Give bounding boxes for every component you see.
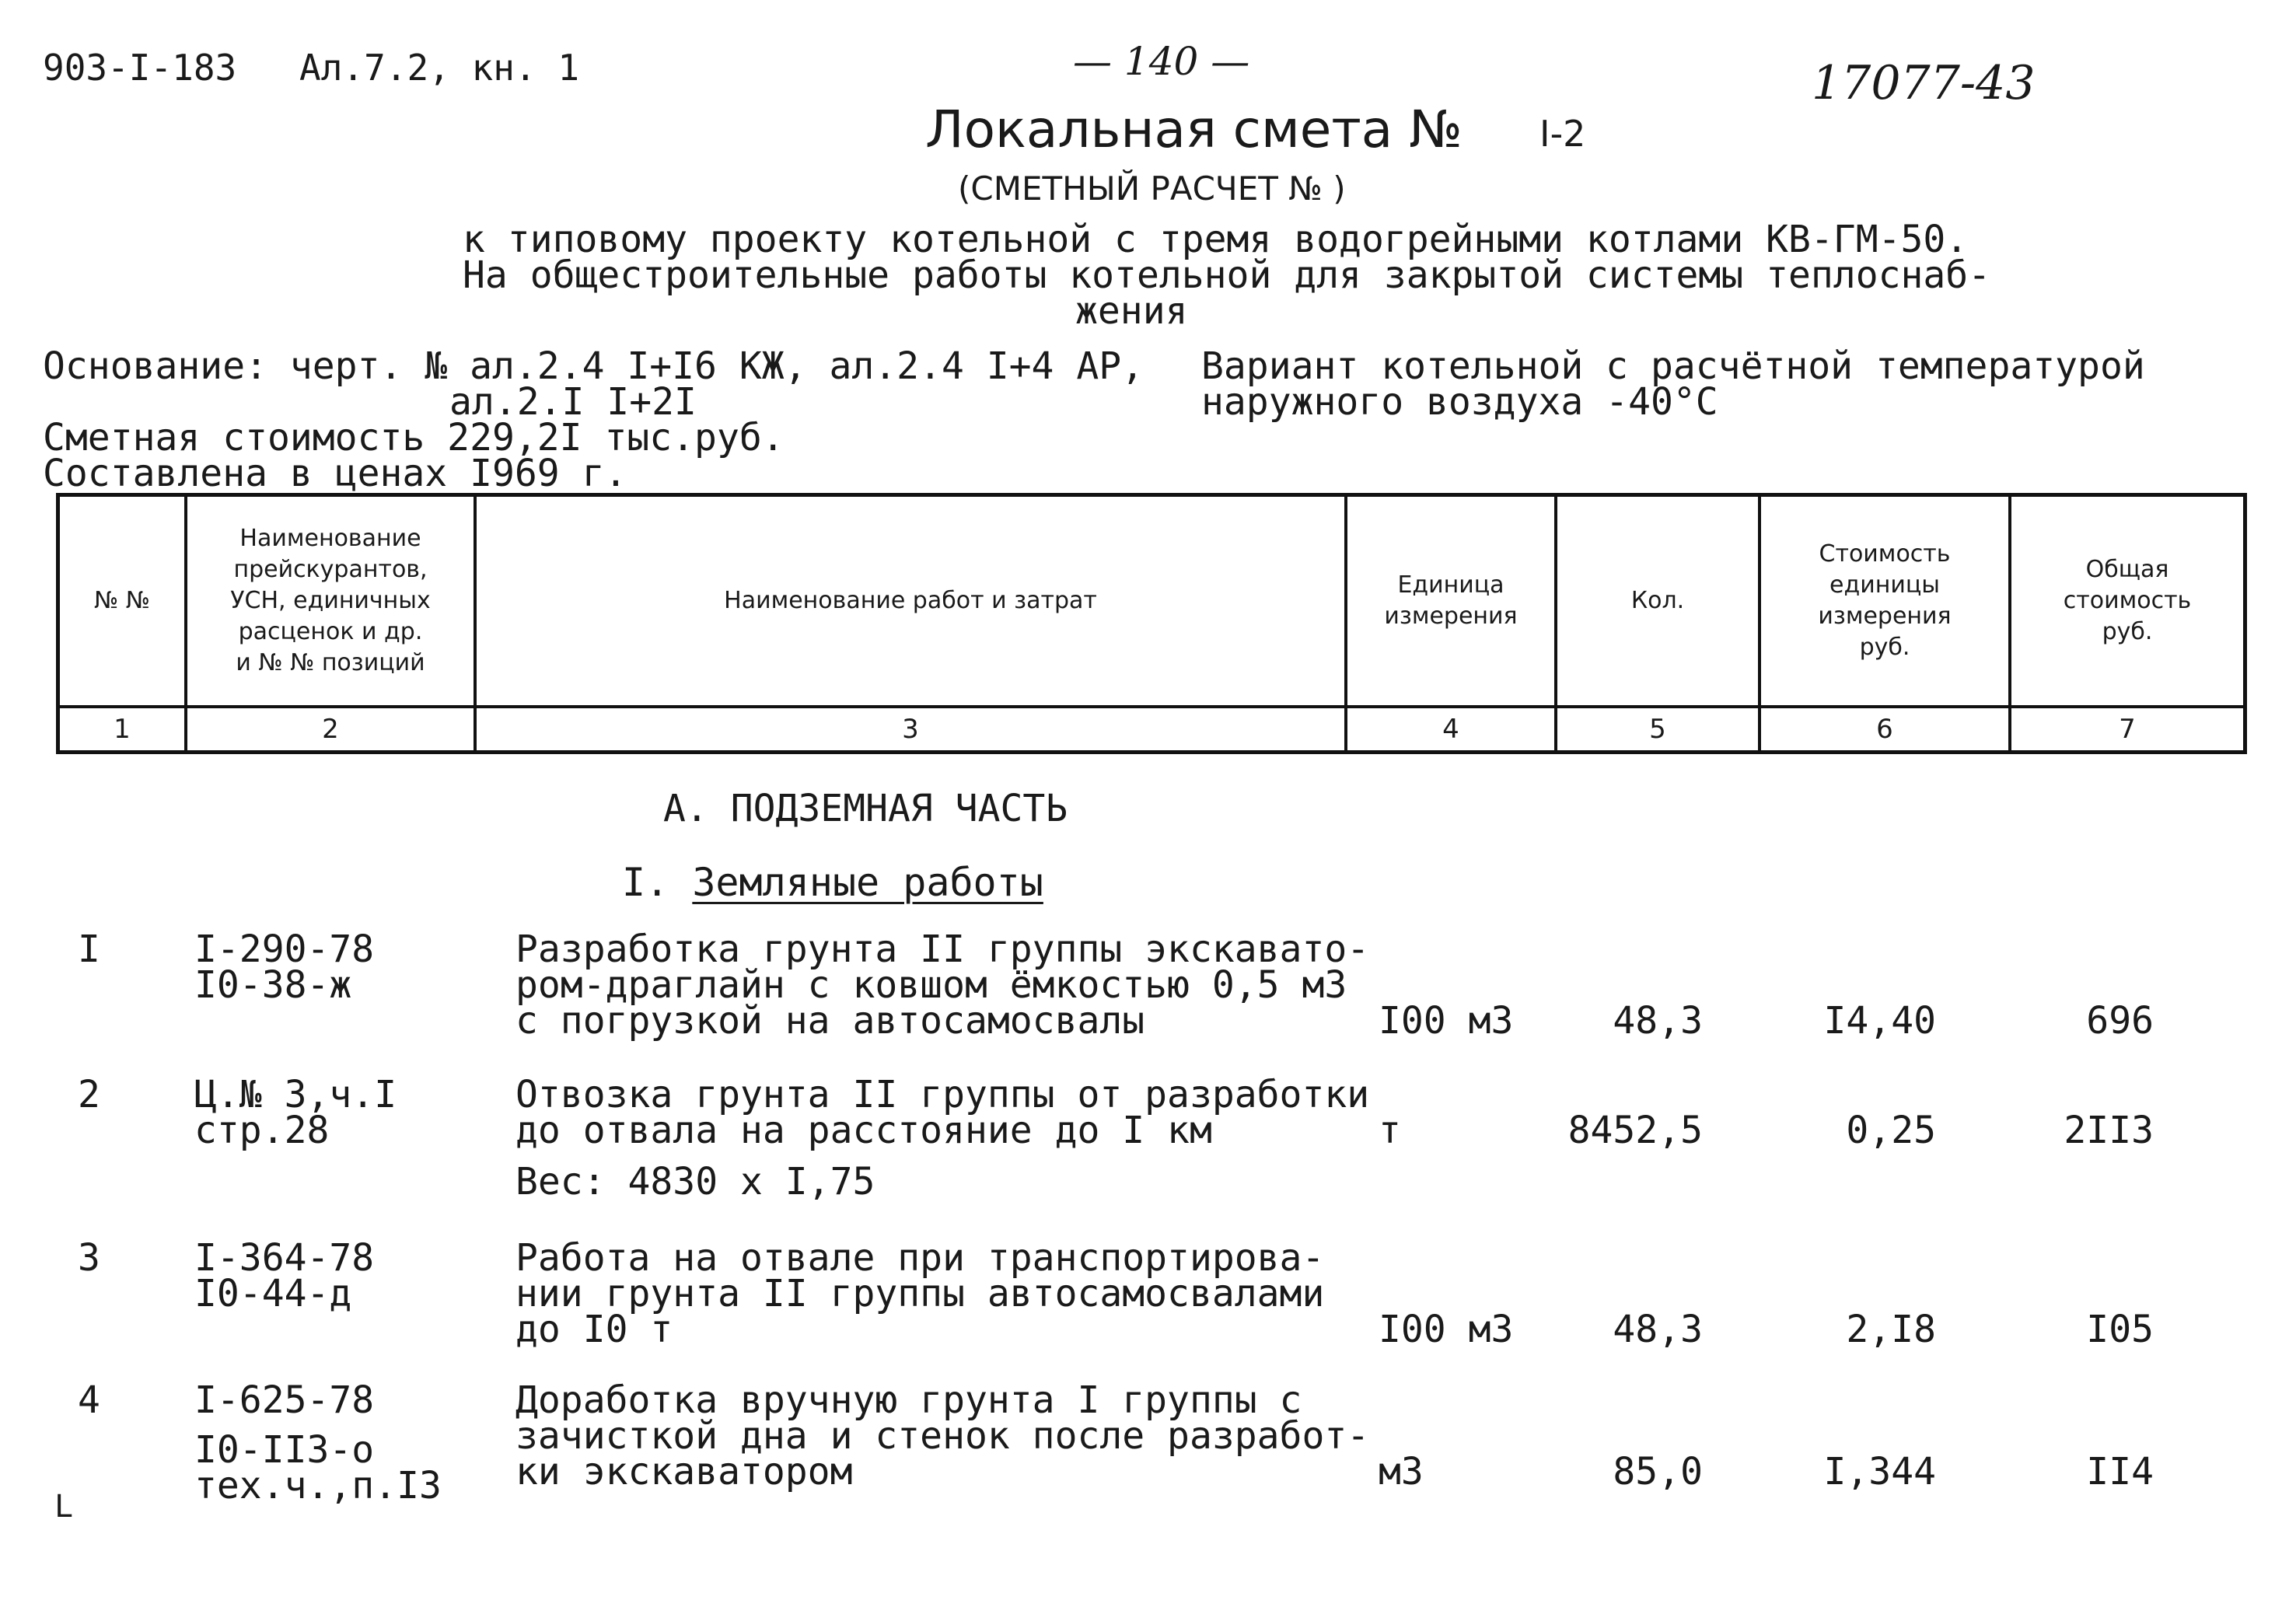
code-line: тех.ч.,п.I3	[194, 1464, 442, 1507]
description-line: Разработка грунта II группы экскавато-	[515, 928, 1370, 971]
basis-line: Основание: черт. № ал.2.4 I+I6 КЖ, ал.2.4 I+4 АР,	[43, 344, 1145, 388]
column-header: Наименование прейскурантов, УСН, единичных расценок и др. и № № позиций	[187, 497, 477, 708]
variant-line: Вариант котельной с расчётной температурой	[1201, 344, 2145, 388]
row-description	[515, 928, 1370, 1043]
corner-mark: L	[54, 1489, 74, 1525]
description-line: жения	[1075, 289, 1188, 333]
row-unit-price: I,344	[1823, 1450, 1936, 1493]
basis-line-continued: ал.2.I I+2I	[449, 380, 697, 424]
code-line: Ц.№ 3,ч.I	[194, 1073, 397, 1116]
column-header: Наименование работ и затрат	[477, 497, 1347, 708]
row-unit-price: I4,40	[1823, 999, 1936, 1043]
code-line: I-625-78	[194, 1378, 375, 1422]
document-code: 903-I-183	[43, 47, 237, 89]
description-line: ром-драглайн с ковшом ёмкостью 0,5 м3	[515, 963, 1347, 1007]
album-reference: Ал.7.2, кн. 1	[299, 47, 580, 89]
variant-line-continued: наружного воздуха -40°С	[1201, 380, 1718, 424]
estimated-cost: Сметная стоимость 229,2I тыс.руб.	[43, 416, 785, 459]
row-number: I	[78, 928, 100, 971]
row-total: 696	[2086, 999, 2154, 1043]
column-header: Единица измерения	[1347, 497, 1557, 708]
code-line: стр.28	[194, 1109, 330, 1152]
row-unit: м3	[1379, 1450, 1424, 1493]
row-number: 4	[78, 1378, 100, 1422]
code-line: I0-38-ж	[194, 963, 352, 1007]
row-unit-price: 2,I8	[1846, 1308, 1936, 1351]
row-description	[515, 1073, 1370, 1204]
row-quantity: 48,3	[1613, 999, 1703, 1043]
row-code	[194, 1236, 375, 1315]
row-unit: т	[1379, 1109, 1401, 1152]
description-line: с погрузкой на автосамосвалы	[515, 999, 1145, 1043]
code-line: I-290-78	[194, 928, 375, 971]
row-unit: I00 м3	[1379, 1308, 1514, 1351]
row-description	[515, 1236, 1325, 1351]
subsection-title: Земляные работы	[692, 860, 1043, 905]
row-code	[194, 1073, 397, 1152]
page-number: — 140 —	[1073, 39, 1250, 84]
description-line: На общестроительные работы котельной для закрытой системы теплоснаб-	[463, 253, 1991, 297]
row-quantity: 48,3	[1613, 1308, 1703, 1351]
page-title: Локальная смета №	[925, 100, 1463, 159]
row-code	[194, 928, 375, 1007]
subsection-number: I.	[622, 860, 669, 905]
row-unit: I00 м3	[1379, 999, 1514, 1043]
description-line: к типовому проекту котельной с тремя водогрейными котлами КВ-ГМ-50.	[463, 218, 1969, 261]
column-header: № №	[60, 497, 187, 708]
column-number: 2	[187, 708, 477, 750]
description-line: до отвала на расстояние до I км	[515, 1109, 1212, 1152]
description-line: Работа на отвале при транспортирова-	[515, 1236, 1325, 1280]
code-line: I0-II3-о	[194, 1428, 375, 1472]
page-subtitle: (СМЕТНЫЙ РАСЧЕТ № )	[958, 169, 1346, 208]
row-number: 3	[78, 1236, 100, 1280]
estimate-table-header	[56, 493, 2247, 754]
column-number: 6	[1761, 708, 2011, 750]
code-line: I0-44-д	[194, 1272, 352, 1315]
price-basis: Составлена в ценах I969 г.	[43, 452, 627, 495]
description-line: Доработка вручную грунта I группы с	[515, 1378, 1302, 1422]
weight-note: Вес: 4830 х I,75	[515, 1160, 875, 1204]
description-line: Отвозка грунта II группы от разработки	[515, 1073, 1370, 1116]
row-number: 2	[78, 1073, 100, 1116]
row-total: I05	[2086, 1308, 2154, 1351]
title-number: I-2	[1539, 113, 1586, 155]
column-number: 4	[1347, 708, 1557, 750]
column-header: Стоимость единицы измерения руб.	[1761, 497, 2011, 708]
column-header: Кол.	[1557, 497, 1761, 708]
column-number: 3	[477, 708, 1347, 750]
archive-number: 17077-43	[1812, 56, 2036, 110]
row-quantity: 85,0	[1613, 1450, 1703, 1493]
row-total: 2II3	[2064, 1109, 2154, 1152]
description-line: до I0 т	[515, 1308, 673, 1351]
section-heading: А. ПОДЗЕМНАЯ ЧАСТЬ	[663, 787, 1068, 830]
column-number: 7	[2119, 714, 2136, 745]
subsection-heading	[622, 860, 1043, 905]
row-code	[194, 1378, 442, 1507]
column-header: Общая стоимость руб.	[2011, 497, 2243, 708]
row-unit-price: 0,25	[1846, 1109, 1936, 1152]
row-quantity: 8452,5	[1567, 1109, 1703, 1152]
column-number: 1	[60, 708, 187, 750]
code-line: I-364-78	[194, 1236, 375, 1280]
row-total: II4	[2086, 1450, 2154, 1493]
column-number: 5	[1557, 708, 1761, 750]
description-line: ки экскаватором	[515, 1450, 853, 1493]
description-line: нии грунта II группы автосамосвалами	[515, 1272, 1325, 1315]
row-description	[515, 1378, 1370, 1493]
description-line: зачисткой дна и стенок после разработ-	[515, 1414, 1370, 1458]
